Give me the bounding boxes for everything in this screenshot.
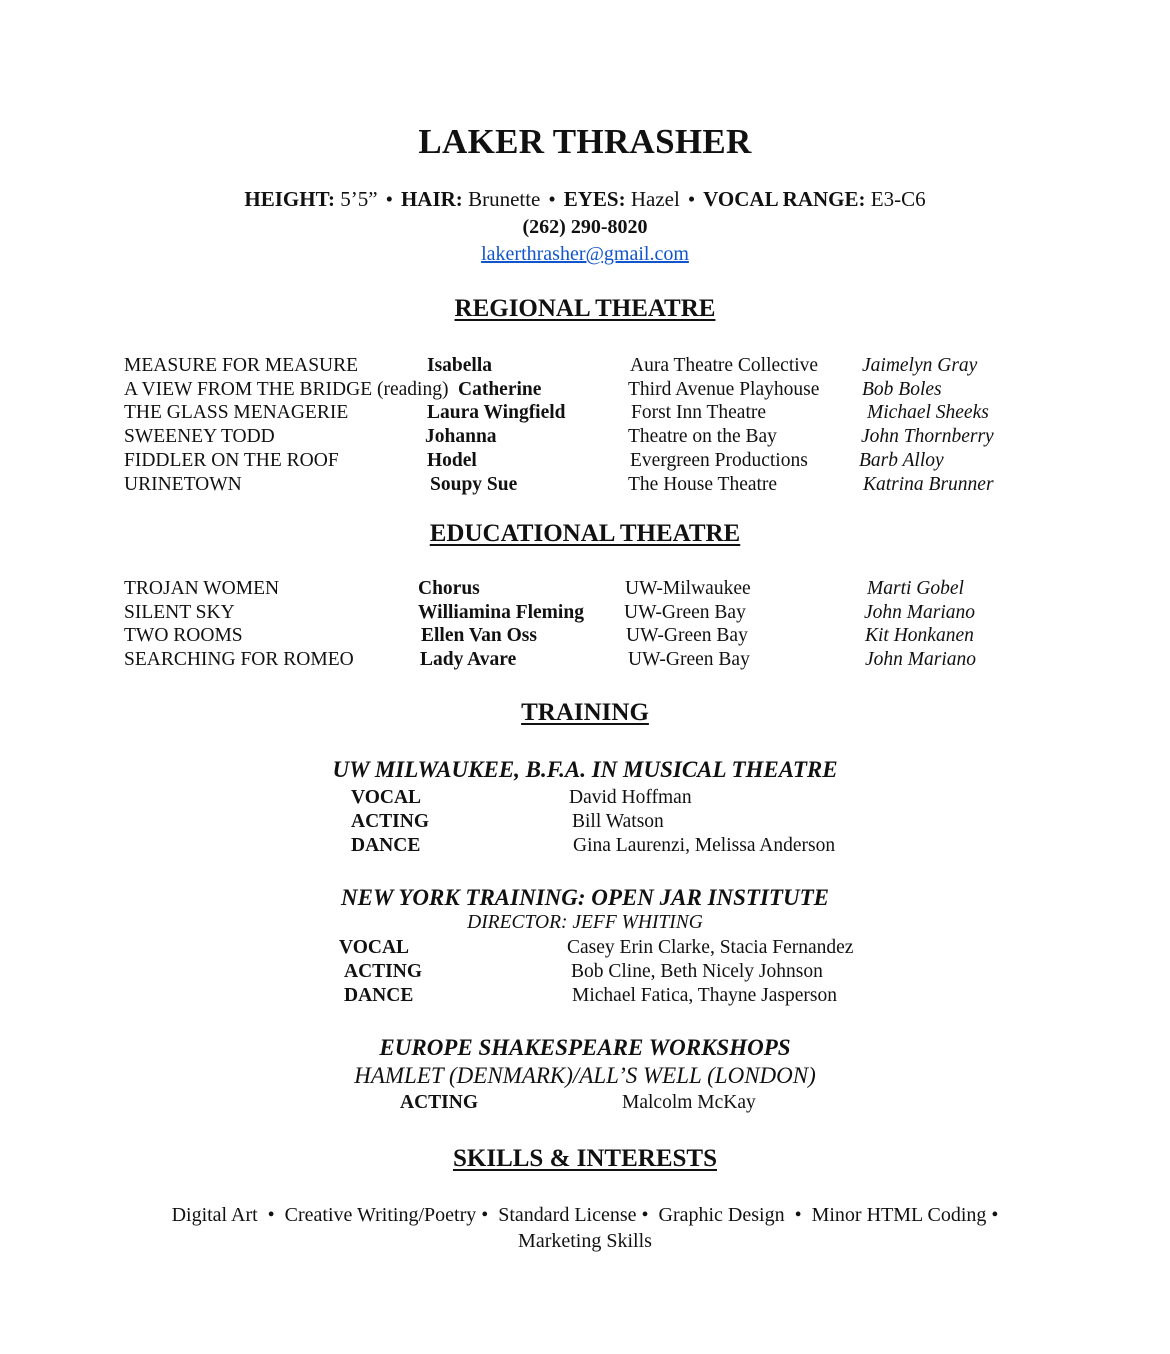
credit-company: UW-Green Bay [628, 649, 750, 671]
credit-director: Katrina Brunner [863, 473, 994, 495]
training-area: ACTING [344, 961, 423, 982]
training-program-heading: UW MILWAUKEE, B.F.A. IN MUSICAL THEATRE [332, 757, 838, 782]
credit-role: Lady Avare [420, 649, 517, 671]
bullet-separator: • [548, 187, 556, 211]
skills-list: Digital Art • Creative Writing/Poetry • Standard License • Graphic Design • Minor HTML Coding • [171, 1204, 999, 1226]
training-program-heading: NEW YORK TRAINING: OPEN JAR INSTITUTE [341, 885, 829, 910]
credit-role: Hodel [427, 449, 477, 471]
training-program-subheading: DIRECTOR: JEFF WHITING [467, 912, 703, 933]
stat-label: VOCAL RANGE: [703, 187, 866, 211]
credit-role: Johanna [425, 426, 497, 448]
credit-show: TROJAN WOMEN [124, 578, 280, 599]
training-teachers: Bill Watson [572, 811, 664, 832]
training-area: ACTING [351, 811, 430, 832]
training-program-heading: EUROPE SHAKESPEARE WORKSHOPS [379, 1035, 791, 1060]
stat-value: 5’5” [340, 187, 378, 211]
training-teachers: Malcolm McKay [622, 1092, 756, 1113]
training-teachers: Michael Fatica, Thayne Jasperson [572, 985, 837, 1006]
credit-role: Williamina Fleming [418, 601, 584, 623]
credit-show: URINETOWN [124, 473, 242, 495]
credit-role: Chorus [418, 578, 480, 599]
training-teachers: Gina Laurenzi, Melissa Anderson [573, 835, 836, 856]
credit-show: A VIEW FROM THE BRIDGE (reading) [124, 378, 449, 400]
credit-company: The House Theatre [628, 473, 778, 495]
training-teachers: Bob Cline, Beth Nicely Johnson [571, 961, 823, 982]
credit-show: SILENT SKY [124, 601, 235, 623]
training-area: DANCE [344, 985, 414, 1006]
stat-eyes [564, 187, 680, 211]
credit-director: Kit Honkanen [865, 625, 974, 647]
section-title-regional: REGIONAL THEATRE [454, 295, 716, 322]
credit-company: Theatre on the Bay [628, 426, 777, 448]
section-title-skills: SKILLS & INTERESTS [452, 1145, 717, 1172]
credit-company: UW-Green Bay [624, 601, 746, 623]
phone-number: (262) 290-8020 [522, 216, 648, 238]
section-title-educational: EDUCATIONAL THEATRE [429, 520, 741, 547]
credit-show: FIDDLER ON THE ROOF [124, 449, 339, 471]
bullet-separator: • [687, 187, 696, 211]
stat-label: HAIR: [400, 187, 463, 211]
credit-director: John Thornberry [861, 426, 994, 448]
credit-director: Barb Alloy [859, 449, 944, 471]
stat-value: E3-C6 [870, 187, 926, 211]
email-link[interactable]: lakerthrasher@gmail.com [481, 243, 689, 265]
credit-company: Evergreen Productions [630, 449, 808, 471]
credit-director: Bob Boles [862, 378, 942, 400]
training-program-subheading: HAMLET (DENMARK)/ALL’S WELL (LONDON) [354, 1063, 816, 1088]
stat-hair [401, 187, 540, 211]
credit-show: SEARCHING FOR ROMEO [124, 649, 354, 671]
stats-line [0, 187, 1170, 212]
skills-list-continued: Marketing Skills [518, 1230, 652, 1252]
stat-vocal-range [703, 187, 925, 211]
stat-label: EYES: [563, 187, 626, 211]
bullet-separator: • [385, 187, 393, 211]
credit-director: Michael Sheeks [867, 402, 989, 424]
stat-height [244, 187, 377, 211]
training-teachers: Casey Erin Clarke, Stacia Fernandez [567, 937, 854, 958]
stat-value: Brunette [468, 187, 541, 211]
credit-show: MEASURE FOR MEASURE [124, 355, 359, 376]
credit-show: THE GLASS MENAGERIE [124, 402, 349, 424]
credit-role: Ellen Van Oss [421, 625, 537, 647]
credit-director: Marti Gobel [867, 578, 964, 599]
credit-role: Catherine [458, 378, 542, 400]
credit-role: Soupy Sue [430, 473, 518, 495]
credit-director: John Mariano [865, 649, 977, 671]
training-area: ACTING [400, 1092, 479, 1113]
credit-company: UW-Milwaukee [625, 578, 751, 599]
resume-name: LAKER THRASHER [418, 122, 752, 161]
credit-role: Laura Wingfield [427, 402, 566, 424]
credit-show: SWEENEY TODD [124, 426, 275, 448]
credit-role: Isabella [427, 355, 493, 376]
training-teachers: David Hoffman [569, 787, 692, 808]
credit-director: Jaimelyn Gray [862, 355, 978, 376]
credit-show: TWO ROOMS [124, 625, 243, 647]
credit-company: UW-Green Bay [626, 625, 748, 647]
stat-label: HEIGHT: [244, 187, 336, 211]
training-area: VOCAL [339, 937, 410, 958]
training-area: VOCAL [351, 787, 422, 808]
credit-company: Forst Inn Theatre [631, 402, 767, 424]
section-title-training: TRAINING [521, 699, 649, 726]
credit-company: Aura Theatre Collective [630, 355, 819, 376]
credit-company: Third Avenue Playhouse [628, 378, 820, 400]
credit-director: John Mariano [864, 601, 976, 623]
training-area: DANCE [351, 835, 421, 856]
stat-value: Hazel [630, 187, 680, 211]
